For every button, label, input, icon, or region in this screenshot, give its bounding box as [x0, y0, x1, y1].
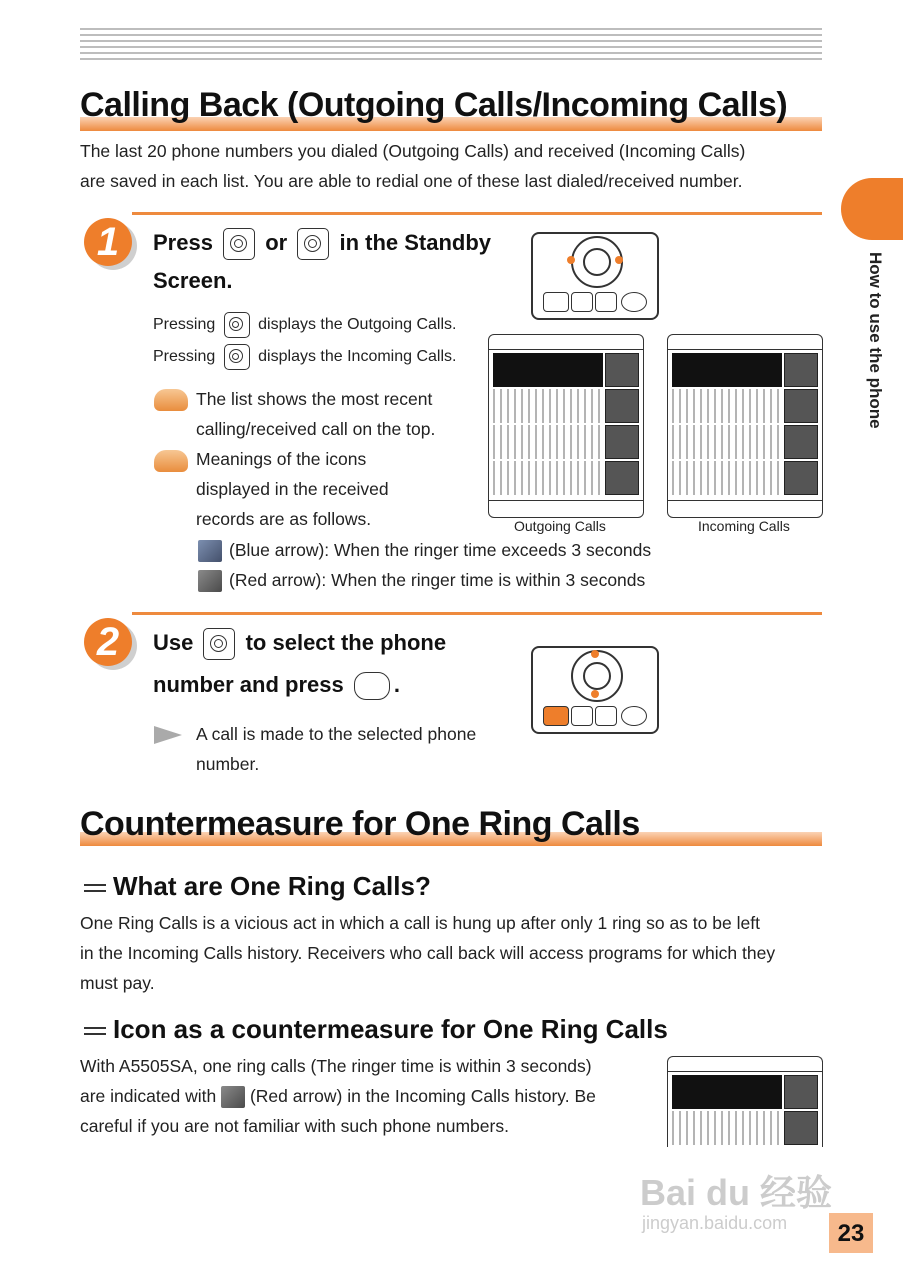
phone-keypad-illustration	[531, 232, 659, 320]
p1-line-c: must pay.	[80, 973, 155, 993]
step2-number: 2	[84, 618, 132, 666]
step1-instruction-2: Screen.	[153, 268, 233, 293]
note2-line-c: records are as follows.	[196, 509, 372, 529]
step2-instruction-2: number and press .	[153, 672, 400, 700]
watermark-url: jingyan.baidu.com	[642, 1213, 788, 1233]
step2-result-b: number.	[196, 754, 260, 774]
note1-line-b: calling/received call on the top.	[196, 419, 436, 439]
nav-key-left-small-icon	[224, 344, 250, 370]
p2-line-a: With A5505SA, one ring calls (The ringer time is within 3 seconds)	[80, 1056, 592, 1076]
note2-line-a: Meanings of the icons	[196, 449, 367, 469]
step2-instruction: Use to select the phone	[153, 628, 446, 660]
nav-key-right-small-icon	[224, 312, 250, 338]
pressing-incoming: Pressing displays the Incoming Calls.	[153, 344, 456, 370]
phone-keypad-illustration-2	[531, 646, 659, 734]
nav-key-right-icon	[297, 228, 329, 260]
pointing-hand-icon	[154, 450, 188, 472]
send-key-icon	[354, 672, 390, 700]
p2-line-c: careful if you are not familiar with such phone numbers.	[80, 1116, 509, 1136]
step2-result-a: A call is made to the selected phone	[196, 724, 477, 744]
subheading-what-are: What are One Ring Calls?	[113, 871, 431, 901]
result-arrow-icon	[154, 726, 182, 744]
p1-line-a: One Ring Calls is a vicious act in which a call is hung up after only 1 ring so as to be left	[80, 913, 760, 933]
intro-line-2: are saved in each list. You are able to redial one of these last dialed/received number.	[80, 171, 743, 191]
nav-key-updown-icon	[203, 628, 235, 660]
side-tab	[841, 178, 903, 240]
red-arrow-icon	[221, 1086, 245, 1108]
header-stripes	[80, 28, 822, 64]
blue-arrow-meaning: (Blue arrow): When the ringer time exceeds 3 seconds	[229, 540, 652, 560]
intro-line-1: The last 20 phone numbers you dialed (Outgoing Calls) and received (Incoming Calls)	[80, 141, 746, 161]
p2-line-b: are indicated with (Red arrow) in the Incoming Calls history. Be	[80, 1081, 596, 1111]
subheading-marker	[84, 1027, 106, 1029]
blue-arrow-icon	[198, 540, 222, 562]
pressing-outgoing: Pressing displays the Outgoing Calls.	[153, 312, 456, 338]
step1-instruction: Press or in the Standby	[153, 228, 491, 260]
caption-outgoing: Outgoing Calls	[514, 518, 606, 534]
watermark-logo: Bai du 经验	[640, 1172, 833, 1213]
step1-rule	[132, 212, 822, 215]
subheading-marker	[84, 884, 106, 886]
incoming-calls-screen	[667, 334, 823, 518]
step1-number: 1	[84, 218, 132, 266]
note1-line-a: The list shows the most recent	[196, 389, 433, 409]
outgoing-calls-screen	[488, 334, 644, 518]
p1-line-b: in the Incoming Calls history. Receivers who call back will access programs for which they	[80, 943, 776, 963]
side-tab-label: How to use the phone	[866, 252, 885, 429]
caption-incoming: Incoming Calls	[698, 518, 790, 534]
step2-rule	[132, 612, 822, 615]
subheading-icon: Icon as a countermeasure for One Ring Calls	[113, 1014, 668, 1044]
incoming-calls-screen-small	[667, 1056, 823, 1147]
section-title-calling-back: Calling Back (Outgoing Calls/Incoming Calls)	[80, 86, 788, 124]
nav-key-left-icon	[223, 228, 255, 260]
red-arrow-meaning: (Red arrow): When the ringer time is within 3 seconds	[229, 570, 646, 590]
page-number: 23	[829, 1213, 873, 1253]
section-title-countermeasure: Countermeasure for One Ring Calls	[80, 805, 640, 843]
pointing-hand-icon	[154, 389, 188, 411]
red-arrow-icon	[198, 570, 222, 592]
note2-line-b: displayed in the received	[196, 479, 389, 499]
